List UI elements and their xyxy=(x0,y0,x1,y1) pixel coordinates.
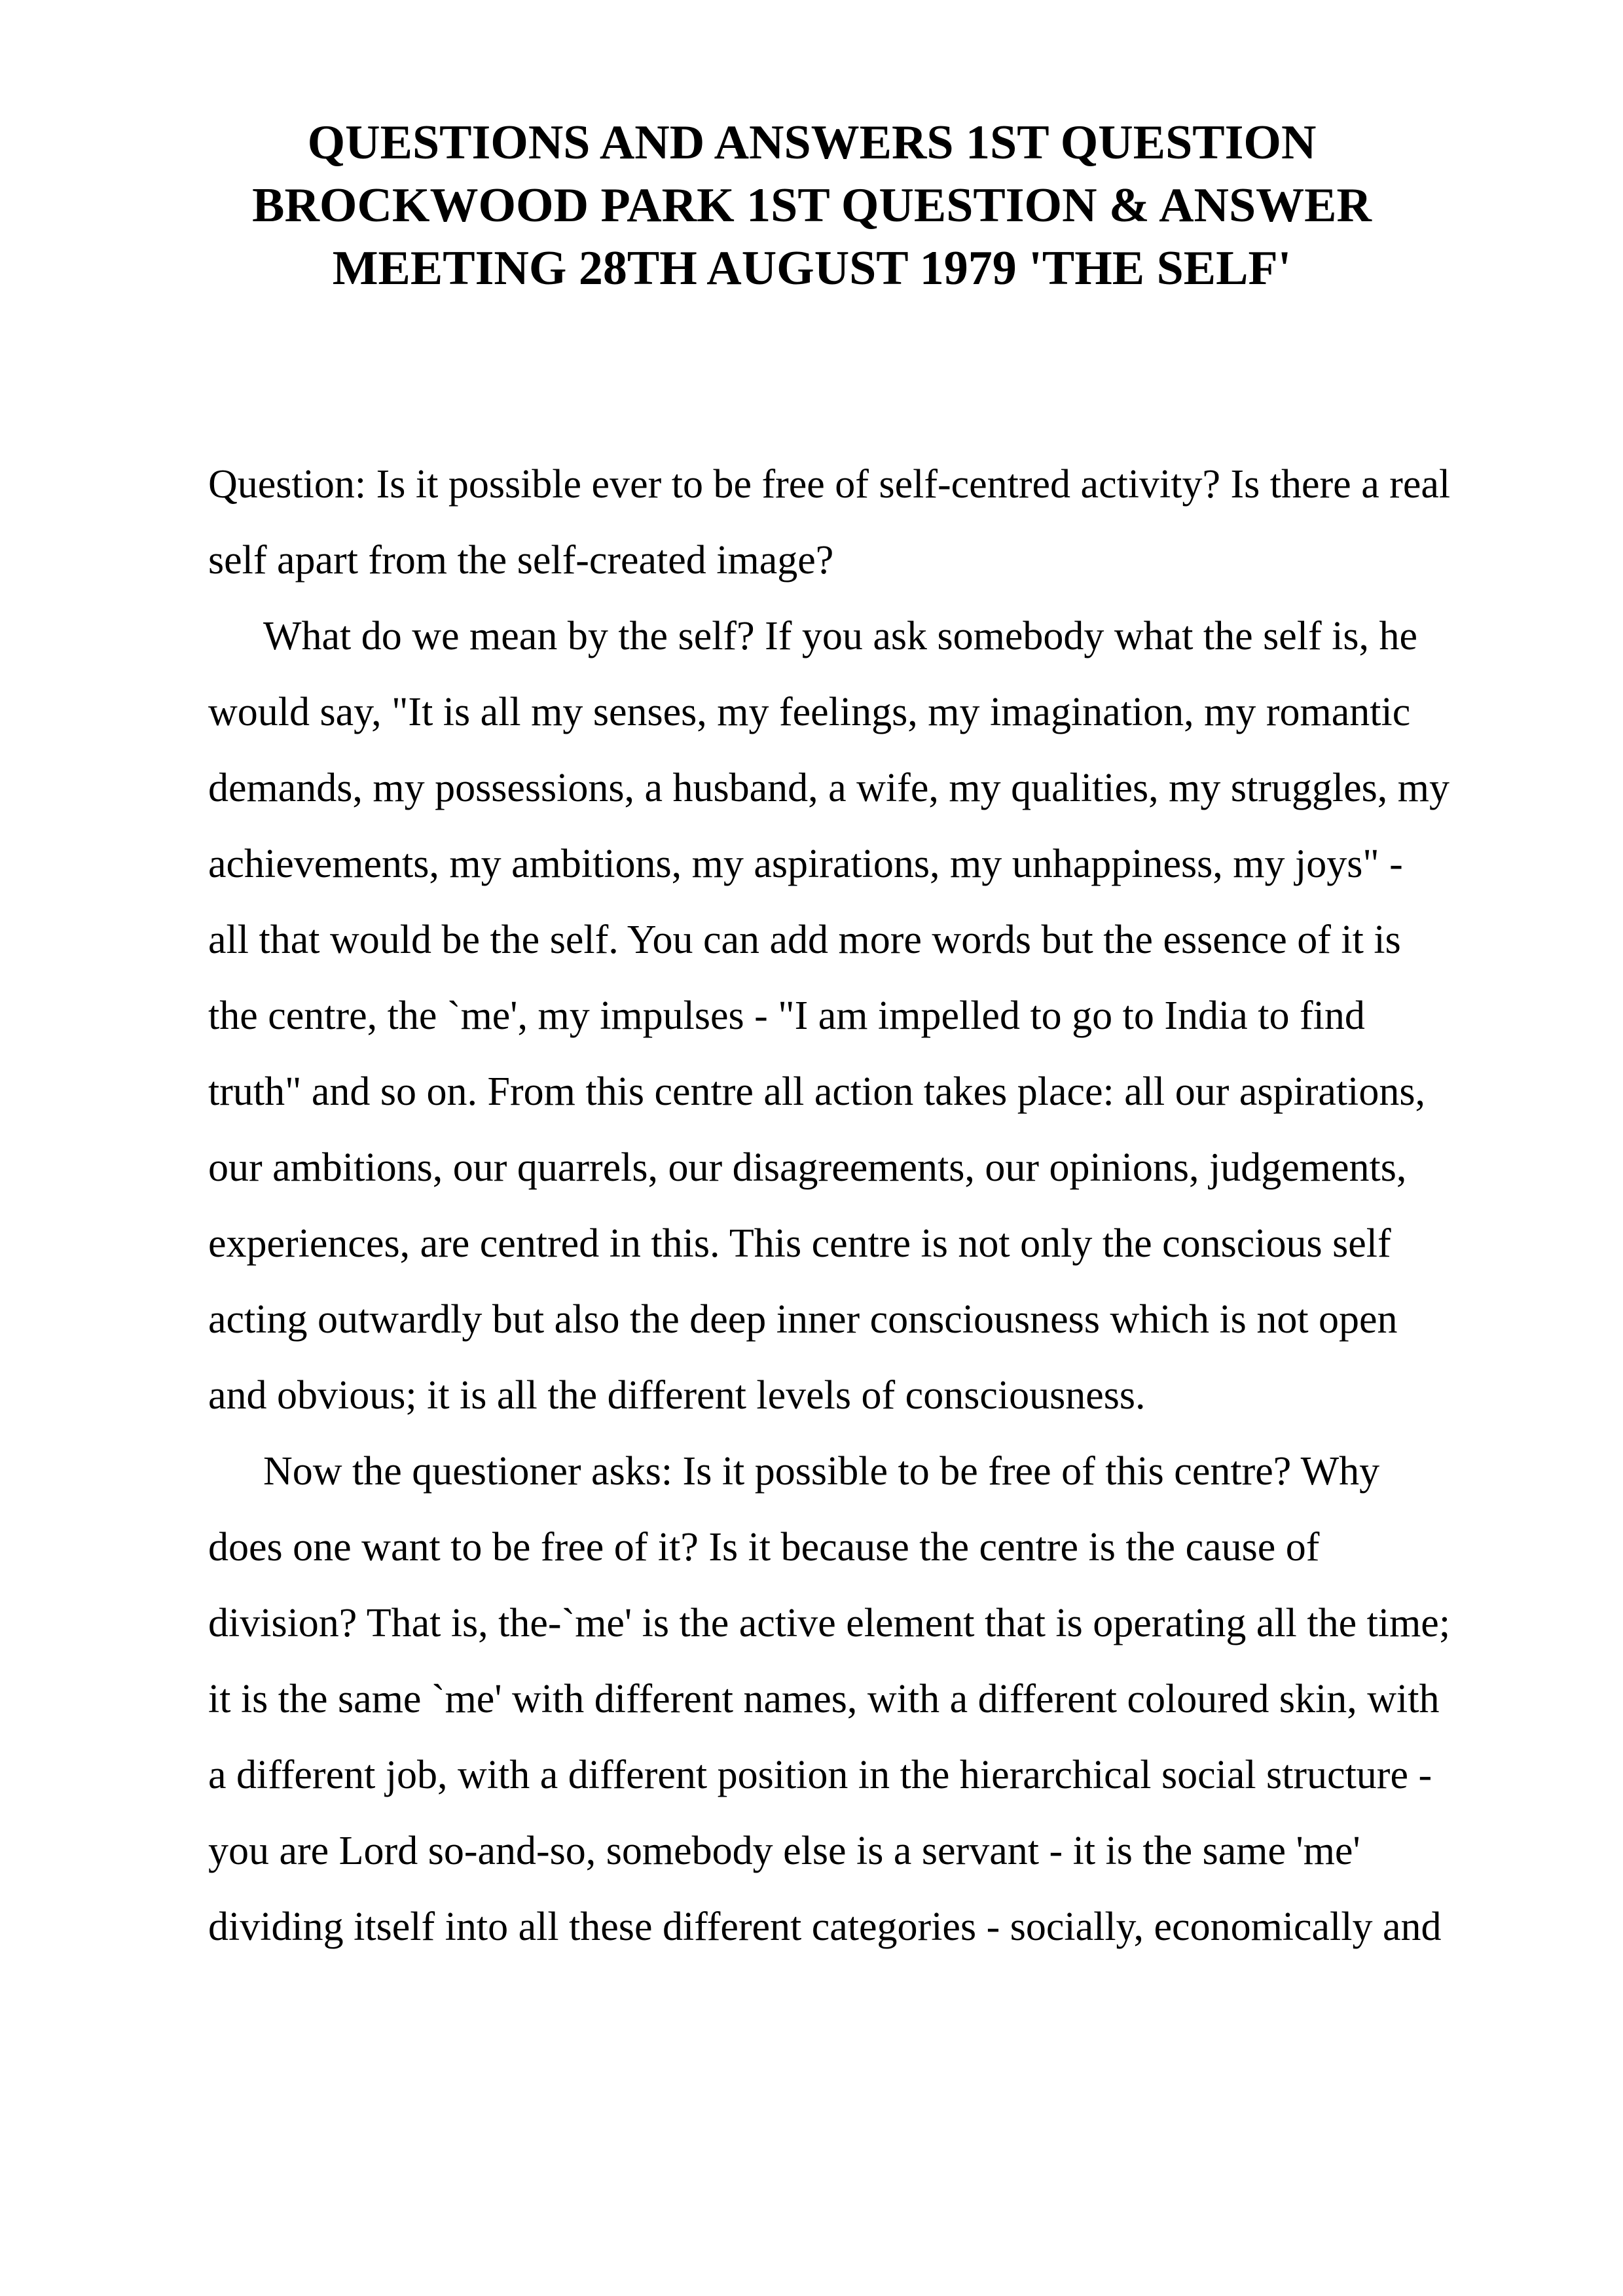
document-body xyxy=(208,446,1452,1965)
document-title: QUESTIONS AND ANSWERS 1ST QUESTION BROCKWOOD PARK 1ST QUESTION & ANSWER MEETING 28TH AUGUST 1979 'THE SELF' xyxy=(252,116,1372,295)
paragraph-self: What do we mean by the self? If you ask somebody what the self is, he would say, "It is all my senses, my feelings, my imagination, my romantic demands, my possessions, a husband, a wife, my qualities, my struggles, my achievements, my ambitions, my aspirations, my unhappiness, my joys" - all that would be the self. You can add more words but the essence of it is the centre, the `me', my impulses - "I am impelled to go to India to find truth" and so on. From this centre all action takes place: all our aspirations, our ambitions, our quarrels, our disagreements, our opinions, judgements, experiences, are centred in this. This centre is not only the conscious self acting outwardly but also the deep inner consciousness which is not open and obvious; it is all the different levels of consciousness. xyxy=(208,614,1450,1418)
paragraph-centre: Now the questioner asks: Is it possible to be free of this centre? Why does one want to be free of it? Is it because the centre is the cause of division? That is, the-`me' is the active element that is operating all the time; it is the same `me' with different names, with a different coloured skin, with a different job, with a different position in the hierarchical social structure - you are Lord so-and-so, somebody else is a servant - it is the same 'me' dividing itself into all these different categories - socially, economically and xyxy=(208,1449,1451,1949)
paragraph-question: Question: Is it possible ever to be free of self-centred activity? Is there a real self apart from the self-created image? xyxy=(208,462,1451,583)
